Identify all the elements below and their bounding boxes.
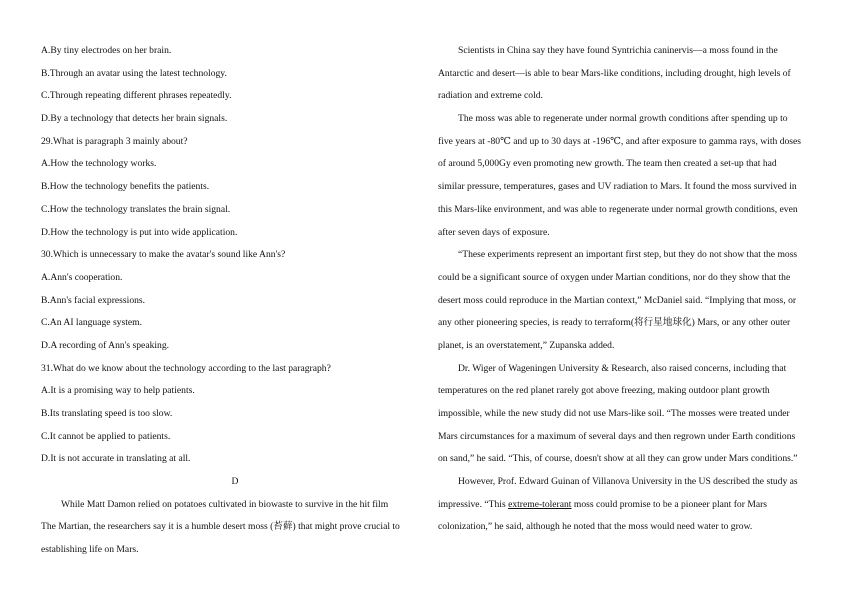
paragraph-1-line: radiation and extreme cold. xyxy=(438,90,543,102)
paragraph-4-line: on sand,” he said. “This, of course, doesn't show at all they can grow under Mars conditions.” xyxy=(438,453,798,465)
paragraph-2-line: similar pressure, temperatures, gases and UV radiation to Mars. It found the moss survived in xyxy=(438,181,797,193)
paragraph-2-line: five years at -80℃ and up to 30 days at -196℃, and after exposure to gamma rays, with doses xyxy=(438,135,802,147)
paragraph-3-line: “These experiments represent an important first step, but they do not show that the moss xyxy=(458,249,798,261)
q28-option-b: B.Through an avatar using the latest technology. xyxy=(41,67,227,79)
passage-intro-line: The Martian, the researchers say it is a humble desert moss (苔藓) that might prove crucial to xyxy=(41,521,400,533)
q30-option-b: B.Ann's facial expressions. xyxy=(41,294,146,306)
paragraph-5-line: However, Prof. Edward Guinan of Villanova University in the US described the study as xyxy=(458,476,798,488)
paragraph-2-line: The moss was able to regenerate under normal growth conditions after spending up to xyxy=(458,113,788,125)
paragraph-5-line xyxy=(438,494,822,517)
paragraph-4-line: Dr. Wiger of Wageningen University & Research, also raised concerns, including that xyxy=(458,362,787,374)
q31-option-b: B.Its translating speed is too slow. xyxy=(41,408,173,419)
q29-option-d: D.How the technology is put into wide application. xyxy=(41,226,238,238)
paragraph-1-line: Scientists in China say they have found Syntrichia caninervis—a moss found in the xyxy=(458,45,778,56)
section-heading: D xyxy=(231,476,239,488)
paragraph-5-line: colonization,” he said, although he noted that the moss would need water to grow. xyxy=(438,521,753,533)
q31-option-c: C.It cannot be applied to patients. xyxy=(41,430,171,442)
paragraph-4-line: Mars circumstances for a maximum of several days and then regrown under Earth conditions xyxy=(438,430,796,442)
paragraph-4-line: temperatures on the red planet rarely got above freezing, making outdoor plant growth xyxy=(438,385,770,397)
paragraph-3-line: could be a significant source of oxygen under Martian conditions, nor do they show that the xyxy=(438,271,791,283)
q30-option-a: A.Ann's cooperation. xyxy=(41,271,123,283)
q29-option-a: A.How the technology works. xyxy=(41,158,157,170)
paragraph-2-line: after seven days of exposure. xyxy=(438,226,550,238)
passage-intro-line: establishing life on Mars. xyxy=(41,544,139,556)
q28-option-c: C.Through repeating different phrases repeatedly. xyxy=(41,90,232,102)
paragraph-5-text: impressive. “This xyxy=(438,498,509,510)
left-column xyxy=(41,40,429,562)
paragraph-1-line: Antarctic and desert—is able to bear Mars-like conditions, including drought, high levels of xyxy=(438,67,791,79)
q30-question: 30.Which is unnecessary to make the avatar's sound like Ann's? xyxy=(41,249,286,261)
q31-question: 31.What do we know about the technology according to the last paragraph? xyxy=(41,362,331,374)
q29-option-c: C.How the technology translates the brain signal. xyxy=(41,203,231,215)
paragraph-4-line: impossible, while the new study did not use Mars-like soil. “The mosses were treated under xyxy=(438,408,790,419)
q28-option-d: D.By a technology that detects her brain signals. xyxy=(41,113,228,125)
paragraph-2-line: of around 5,000Gy even promoting new growth. The team then created a set-up that had xyxy=(438,158,777,170)
paragraph-5-text: moss could promise to be a pioneer plant for Mars xyxy=(571,498,768,510)
right-column xyxy=(438,40,822,539)
q28-option-a: A.By tiny electrodes on her brain. xyxy=(41,45,172,56)
q30-option-d: D.A recording of Ann's speaking. xyxy=(41,339,170,351)
q29-question: 29.What is paragraph 3 mainly about? xyxy=(41,135,188,147)
paragraph-3-line: any other pioneering species, is ready to terraform(将行星地球化) Mars, or any other outer xyxy=(438,317,791,329)
paragraph-3-line: planet, is an overstatement,” Zupanska added. xyxy=(438,339,615,351)
paragraph-2-line: this Mars-like environment, and was able to regenerate under normal growth conditions, even xyxy=(438,203,798,215)
underlined-term: extreme-tolerant xyxy=(508,498,572,510)
q29-option-b: B.How the technology benefits the patients. xyxy=(41,181,210,193)
paragraph-3-line: desert moss could reproduce in the Martian context,” McDaniel said. “Implying that moss, or xyxy=(438,294,797,306)
q31-option-a: A.It is a promising way to help patients. xyxy=(41,385,195,397)
q30-option-c: C.An AI language system. xyxy=(41,317,142,329)
passage-intro-line: While Matt Damon relied on potatoes cultivated in biowaste to survive in the hit film xyxy=(61,498,389,510)
q31-option-d: D.It is not accurate in translating at all. xyxy=(41,453,191,465)
